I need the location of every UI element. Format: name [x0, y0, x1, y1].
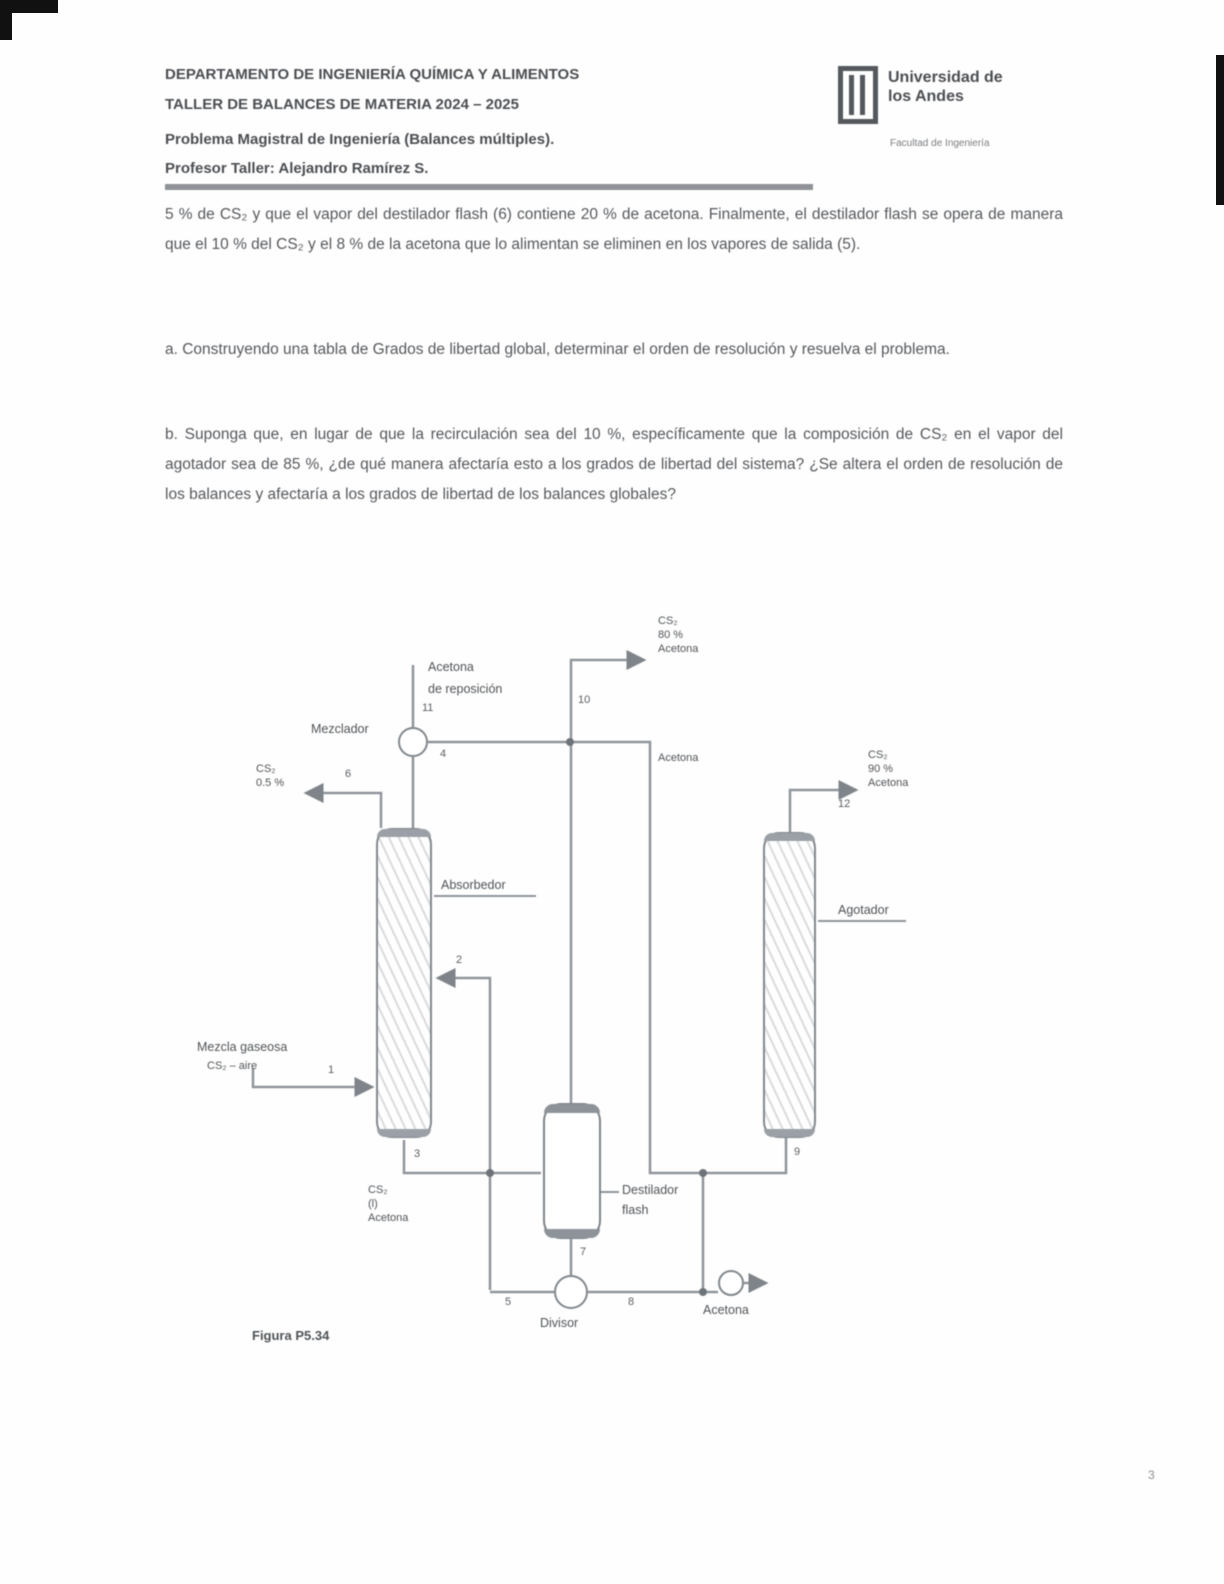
paragraph-problem-statement: 5 % de CS₂ y que el vapor del destilador flash (6) contiene 20 % de acetona. Finalmente, el destilador flash se opera de manera que el 10 % del CS₂ y el 8 % de la acetona que lo alimentan se eliminen en los vapores de salida (5). — [165, 206, 1063, 253]
tag-absorber-overhead — [256, 762, 284, 790]
pump-circle — [718, 1270, 744, 1296]
stream-number-8: 8 — [628, 1296, 635, 1308]
logo-name-line2: los Andes — [888, 88, 964, 105]
stripper-bottom-cap — [764, 1129, 815, 1137]
label-makeup-1: Acetona — [428, 660, 474, 674]
stream-number-12: 12 — [838, 798, 851, 810]
header-problem-title: Problema Magistral de Ingeniería (Balances múltiples). — [165, 131, 555, 148]
tag-top-right-1: CS₂ — [868, 749, 888, 761]
stream-number-2: 2 — [456, 954, 463, 966]
mixer-circle — [398, 727, 428, 757]
flash-bottom-cap — [544, 1229, 600, 1238]
tag-top-center-1: CS₂ — [658, 615, 678, 627]
label-stripper: Agotador — [838, 903, 889, 917]
header-course: TALLER DE BALANCES DE MATERIA 2024 – 2025 — [165, 96, 519, 113]
stream-number-6: 6 — [345, 768, 352, 780]
label-splitter: Divisor — [540, 1316, 579, 1330]
tag-abs-bottom-2: (l) — [368, 1198, 378, 1210]
tag-stripper-overhead — [868, 748, 908, 790]
tag-top-right-3: Acetona — [868, 777, 909, 789]
label-makeup-2: de reposición — [428, 682, 503, 696]
stream-number-5: 5 — [505, 1296, 512, 1308]
label-flash-2: flash — [622, 1203, 649, 1217]
tag-top-center-2: 80 % — [658, 629, 684, 641]
tag-absorber-bottoms — [368, 1183, 408, 1225]
label-flash-1: Destilador — [622, 1183, 679, 1197]
stream-number-9: 9 — [794, 1146, 801, 1158]
label-recycle: Acetona — [658, 752, 699, 764]
logo-name-line1: Universidad de — [888, 69, 1003, 86]
tag-top-center-3: Acetona — [658, 643, 699, 655]
paragraph-item-b: b. Suponga que, en lugar de que la recirculación sea del 10 %, específicamente que la composición de CS₂ en el vapor del agotador sea de 85 %, ¿de qué manera afectaría esto a los grados de libertad del sistema? ¿Se altera el orden de resolución de los balances y afectaría a los grados de libertad de los balances globales? — [165, 426, 1063, 503]
label-feed-1: Mezcla gaseosa — [197, 1040, 288, 1054]
tag-top-left-2: 0.5 % — [256, 777, 285, 789]
header-professor: Profesor Taller: Alejandro Ramírez S. — [165, 160, 429, 177]
stream-number-11: 11 — [422, 702, 434, 714]
figure-caption: Figura P5.34 — [252, 1328, 330, 1343]
flash-top-cap — [544, 1104, 600, 1113]
stream-number-4: 4 — [440, 748, 447, 760]
absorber-column — [376, 828, 432, 1138]
stripper-top-cap — [764, 833, 815, 841]
stream-number-3: 3 — [414, 1148, 421, 1160]
label-feed-2: CS₂ – aire — [207, 1060, 258, 1072]
flash-distiller-vessel — [543, 1103, 601, 1239]
tag-flash-vapour — [658, 614, 698, 656]
paragraph-item-a: a. Construyendo una tabla de Grados de libertad global, determinar el orden de resolución y resuelva el problema. — [165, 341, 950, 358]
tag-top-left-1: CS₂ — [256, 763, 276, 775]
absorber-bottom-cap — [377, 1129, 431, 1137]
stripper-column — [763, 832, 816, 1138]
tag-abs-bottom-3: Acetona — [368, 1212, 409, 1224]
stream-number-10: 10 — [578, 694, 591, 706]
tag-abs-bottom-1: CS₂ — [368, 1184, 388, 1196]
splitter-circle — [554, 1275, 588, 1309]
page-number: 3 — [1148, 1468, 1155, 1482]
label-mixer: Mezclador — [311, 722, 369, 736]
header-department: DEPARTAMENTO DE INGENIERÍA QUÍMICA Y ALIMENTOS — [165, 66, 580, 83]
label-absorber: Absorbedor — [441, 878, 506, 892]
university-logo-faculty: Facultad de Ingeniería — [890, 138, 990, 149]
stream-number-7: 7 — [580, 1246, 587, 1258]
absorber-top-cap — [377, 829, 431, 837]
label-bottom-product: Acetona — [703, 1303, 749, 1317]
tag-top-right-2: 90 % — [868, 763, 894, 775]
stream-number-1: 1 — [328, 1064, 335, 1076]
